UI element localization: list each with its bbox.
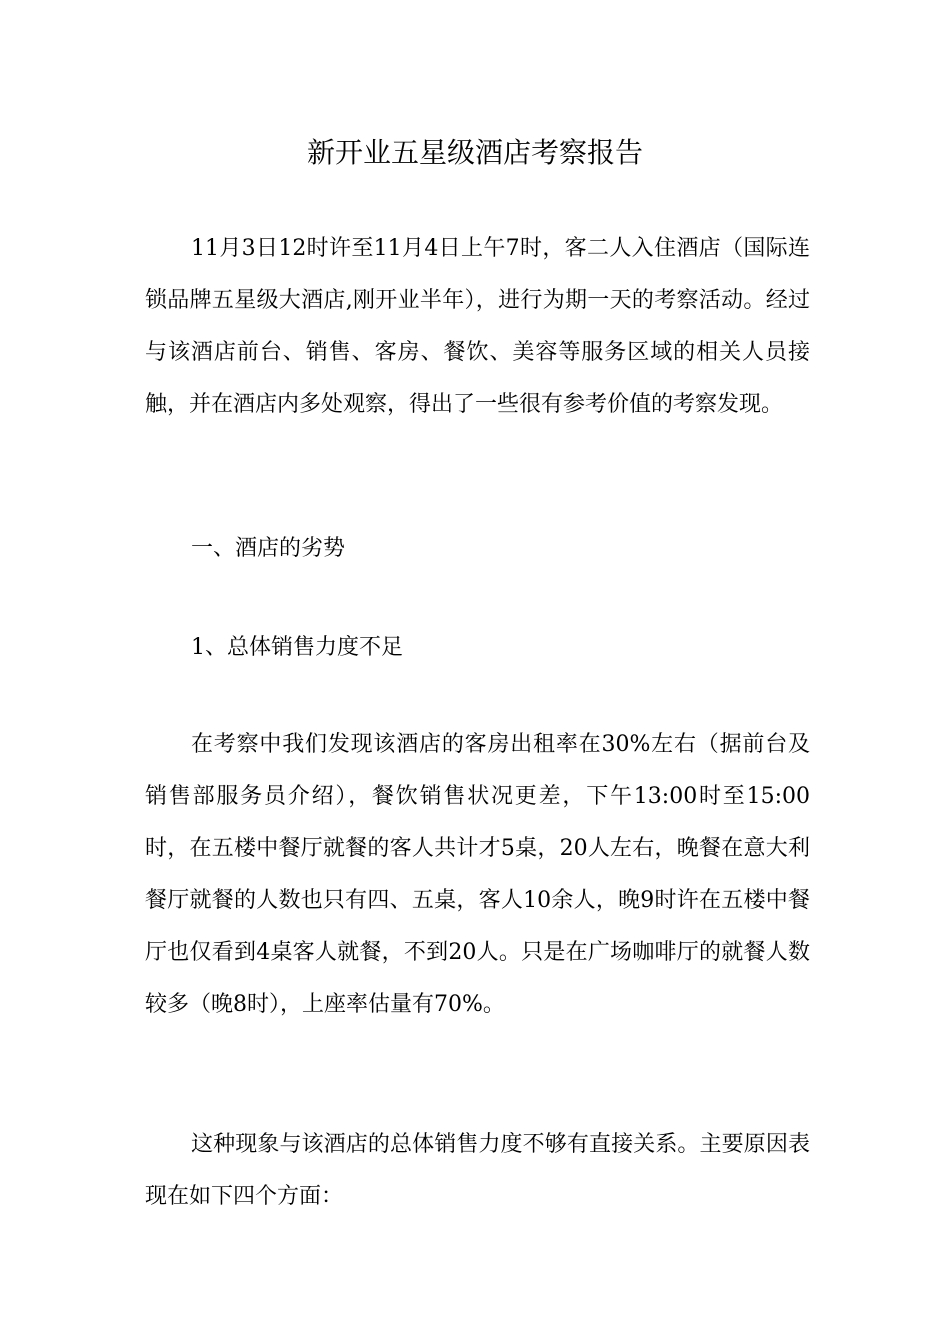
sales-paragraph: 在考察中我们发现该酒店的客房出租率在30%左右（据前台及销售部服务员介绍），餐饮销售状况更差，下午13:00时至15:00时，在五楼中餐厅就餐的客人共计才5桌，20人左右，晚餐在意大利餐厅就餐的人数也只有四、五桌，客人10余人，晚9时许在五楼中餐厅也仅看到4桌客人就餐，不到20人。只是在广场咖啡厅的就餐人数较多（晚8时），上座率估量有70%。 xyxy=(145,732,810,1017)
subsection-heading: 1、总体销售力度不足 xyxy=(191,635,403,660)
reason-paragraph: 这种现象与该酒店的总体销售力度不够有直接关系。主要原因表现在如下四个方面： xyxy=(145,1132,810,1209)
intro-paragraph: 11月3日12时许至11月4日上午7时，客二人入住酒店（国际连锁品牌五星级大酒店,刚开业半年），进行为期一天的考察活动。经过与该酒店前台、销售、客房、餐饮、美容等服务区域的相关人员接触，并在酒店内多处观察，得出了一些很有参考价值的考察发现。 xyxy=(145,236,810,417)
document-title: 新开业五星级酒店考察报告 xyxy=(306,136,643,169)
section-heading: 一、酒店的劣势 xyxy=(191,536,346,561)
